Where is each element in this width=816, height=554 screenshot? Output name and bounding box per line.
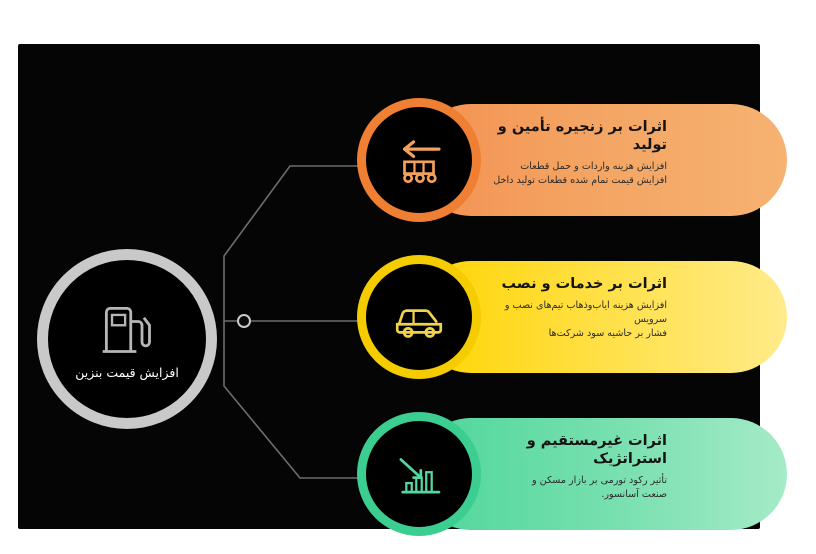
branch-line: صنعت آسانسور. [601, 489, 667, 501]
branch-text-supply [467, 118, 667, 188]
central-node [37, 249, 217, 429]
branch-text-services [467, 275, 667, 341]
branch-line: افزایش هزینه ایاب‌وذهاب تیم‌های نصب و [504, 300, 667, 312]
branch-line: افزایش هزینه واردات و حمل قطعات [520, 161, 667, 173]
branch-body-services [467, 299, 667, 341]
branch-card-services[interactable] [415, 261, 787, 373]
branch-body-supply [467, 160, 667, 188]
page-title: اثرات افزایش قیمت بنزین بر صنعت آسانسور و پله برقی [141, 8, 675, 30]
car-icon [390, 288, 448, 346]
branch-title-services: اثرات بر خدمات و نصب [501, 276, 667, 292]
branch-line: تأثیر رکود تورمی بر بازار مسکن و [532, 475, 667, 487]
branch-card-supply[interactable] [415, 104, 787, 216]
central-node-label: افزایش قیمت بنزین [75, 364, 179, 380]
branch-icon-badge-strategic [357, 412, 481, 536]
branch-text-strategic [467, 432, 667, 502]
branch-card-strategic[interactable] [415, 418, 787, 530]
branch-title-supply: اثرات بر زنجیره تأمین و تولید [497, 119, 667, 154]
branch-body-strategic [467, 474, 667, 502]
branch-line: سرویس [634, 314, 667, 326]
fuel-pump-icon [97, 299, 157, 359]
declining-bar-chart-icon [390, 445, 448, 503]
branch-line: افزایش قیمت تمام شده قطعات تولید داخل [493, 175, 667, 187]
branch-title-strategic: اثرات غیرمستقیم و استراتژیک [526, 433, 667, 468]
branch-line: فشار بر حاشیه سود شرکت‌ها [548, 327, 667, 339]
conveyor-arrow-icon [390, 131, 448, 189]
branch-icon-badge-supply [357, 98, 481, 222]
branch-icon-badge-services [357, 255, 481, 379]
